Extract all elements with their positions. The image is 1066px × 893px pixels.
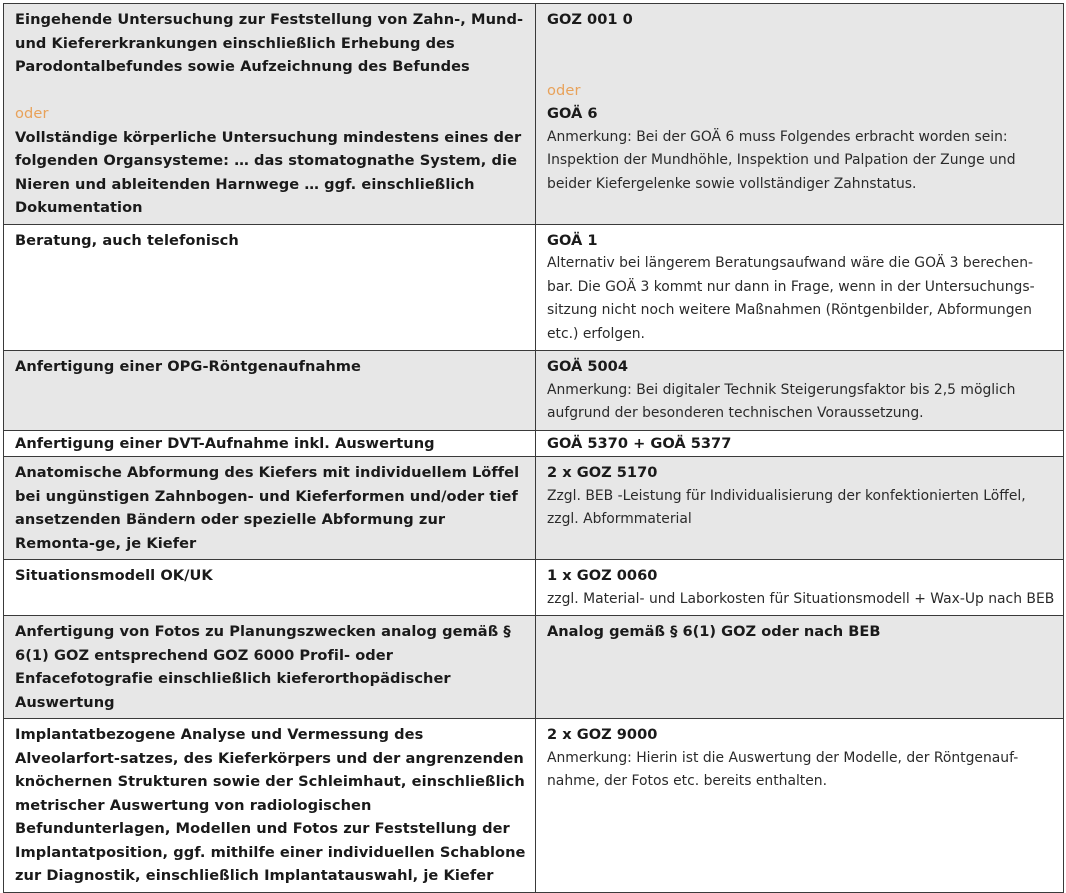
- service-description: Situationsmodell OK/UK: [15, 567, 213, 584]
- billing-note: Anmerkung: Bei der GOÄ 6 muss Folgendes erbracht worden sein: Inspektion der Mundhöhle, Inspektion und Palpation der Zunge und beider Kiefergelenke sowie vollständiger Zahnstatus.: [547, 128, 1016, 192]
- service-description-cell: [4, 457, 536, 560]
- billing-code-cell: [536, 719, 1064, 893]
- billing-code: GOÄ 5370 + GOÄ 5377: [547, 434, 732, 452]
- billing-codes-table: [3, 3, 1064, 893]
- service-description: Anfertigung von Fotos zu Planungszwecken analog gemäß § 6(1) GOZ entsprechend GOZ 6000 Profil- oder Enfacefotografie einschließlich kieferorthopädischer Auswertung: [15, 623, 511, 711]
- billing-code: GOÄ 5004: [547, 358, 628, 375]
- service-description-cell: [4, 719, 536, 893]
- billing-code-cell: [536, 224, 1064, 351]
- billing-code: GOÄ 6: [547, 105, 598, 122]
- service-description: Anatomische Abformung des Kiefers mit individuellem Löffel bei ungünstigen Zahnbogen- und Kieferformen und/oder tief ansetzenden Bändern oder spezielle Abformung zur Remonta-ge, je Kiefer: [15, 464, 520, 552]
- service-description: Implantatbezogene Analyse und Vermessung des Alveolarfort-satzes, des Kieferkörpers und der angrenzenden knöchernen Strukturen sowie der Schleimhaut, einschließlich metrischer Auswertung von radiologischen Befundunterlagen, Modellen und Fotos zur Feststellung der Implantatposition, ggf. mithilfe einer individuellen Schablone zur Diagnostik, einschließlich Implantatauswahl, je Kiefer: [15, 726, 526, 884]
- service-description: Anfertigung einer OPG-Röntgenaufnahme: [15, 358, 361, 375]
- billing-code: 2 x GOZ 5170: [547, 464, 658, 481]
- table-row: [4, 719, 1064, 893]
- billing-code-cell: [536, 4, 1064, 225]
- billing-code-cell: [536, 430, 1064, 457]
- billing-code-cell: [536, 560, 1064, 616]
- service-description-cell: [4, 4, 536, 225]
- service-description: Anfertigung einer DVT-Aufnahme inkl. Auswertung: [15, 434, 435, 452]
- table-row: [4, 224, 1064, 351]
- billing-code-cell: [536, 351, 1064, 431]
- service-description-cell: [4, 560, 536, 616]
- service-description-cell: [4, 430, 536, 457]
- billing-code: Analog gemäß § 6(1) GOZ oder nach BEB: [547, 623, 881, 640]
- billing-code: 2 x GOZ 9000: [547, 726, 658, 743]
- oder-label: oder: [15, 105, 49, 122]
- billing-code: GOÄ 1: [547, 231, 598, 249]
- billing-code-cell: [536, 457, 1064, 560]
- billing-note: Anmerkung: Bei digitaler Technik Steigerungsfaktor bis 2,5 möglich aufgrund der besonderen technischen Voraussetzung.: [547, 381, 1016, 421]
- billing-note: Anmerkung: Hierin ist die Auswertung der Modelle, der Röntgenauf-nahme, der Fotos etc. bereits enthalten.: [547, 749, 1019, 789]
- table-row: [4, 430, 1064, 457]
- service-description: Beratung, auch telefonisch: [15, 231, 239, 249]
- service-description-cell: [4, 224, 536, 351]
- billing-code: GOZ 001 0: [547, 11, 633, 28]
- billing-note: zzgl. Material- und Laborkosten für Situationsmodell + Wax-Up nach BEB: [547, 590, 1055, 607]
- service-description-cell: [4, 616, 536, 719]
- service-description-cell: [4, 351, 536, 431]
- billing-code: 1 x GOZ 0060: [547, 567, 658, 584]
- billing-code-cell: [536, 616, 1064, 719]
- oder-label: oder: [547, 81, 581, 99]
- table-row: [4, 4, 1064, 225]
- billing-note: Zzgl. BEB -Leistung für Individualisierung der konfektionierten Löffel, zzgl. Abformmaterial: [547, 487, 1026, 527]
- table-row: [4, 457, 1064, 560]
- table-row: [4, 351, 1064, 431]
- table-row: [4, 560, 1064, 616]
- table-row: [4, 616, 1064, 719]
- service-description: Eingehende Untersuchung zur Feststellung von Zahn-, Mund- und Kiefererkrankungen einschließlich Erhebung des Parodontalbefundes sowie Aufzeichnung des Befundes: [15, 11, 524, 75]
- billing-note: Alternativ bei längerem Beratungsaufwand wäre die GOÄ 3 berechen-bar. Die GOÄ 3 kommt nur dann in Frage, wenn in der Untersuchungs-sitzung nicht noch weitere Maßnahmen (Röntgenbilder, Abformungen etc.) erfolgen.: [547, 255, 1035, 342]
- service-description: Vollständige körperliche Untersuchung mindestens eines der folgenden Organsysteme: … das stomatognathe System, die Nieren und ableitenden Harnwege … ggf. einschließlich Dokumentation: [15, 128, 522, 216]
